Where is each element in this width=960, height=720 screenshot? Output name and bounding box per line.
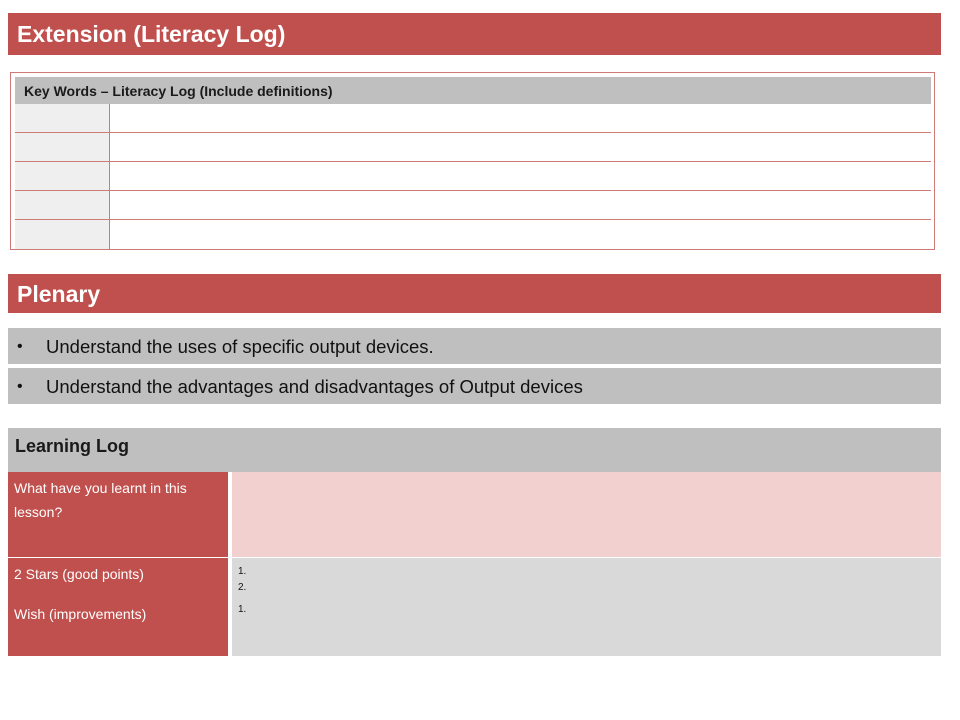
keyword-definition-cell[interactable]: [110, 133, 931, 161]
plenary-objective-text: Understand the advantages and disadvantages of Output devices: [46, 376, 583, 397]
keyword-row: [15, 191, 931, 220]
learning-log-title: Learning Log: [8, 428, 941, 473]
stars-item: 1.: [238, 566, 247, 577]
keyword-term-cell[interactable]: [15, 104, 110, 132]
keyword-definition-cell[interactable]: [110, 162, 931, 190]
bullet-icon: •: [17, 338, 23, 355]
plenary-title: Plenary: [8, 274, 941, 313]
plenary-objective: [8, 368, 941, 404]
keyword-definition-cell[interactable]: [110, 191, 931, 219]
keyword-definition-cell[interactable]: [110, 104, 931, 132]
wish-label: Wish (improvements): [8, 598, 228, 656]
keyword-row: [15, 133, 931, 162]
keywords-table: [10, 72, 935, 250]
keywords-header: Key Words – Literacy Log (Include definitions): [15, 77, 931, 104]
plenary-objective: [8, 328, 941, 364]
learnt-label: What have you learnt in this lesson?: [8, 472, 228, 557]
plenary-objective-text: Understand the uses of specific output devices.: [46, 336, 434, 357]
column-divider: [228, 472, 232, 656]
keyword-row: [15, 162, 931, 191]
extension-title: Extension (Literacy Log): [8, 13, 941, 55]
stars-item: 2.: [238, 582, 247, 593]
wish-input-cell[interactable]: [232, 598, 941, 656]
stars-label: 2 Stars (good points): [8, 558, 228, 598]
keyword-term-cell[interactable]: [15, 220, 110, 249]
keyword-row: [15, 104, 931, 133]
keyword-term-cell[interactable]: [15, 162, 110, 190]
keyword-term-cell[interactable]: [15, 133, 110, 161]
keyword-row: [15, 220, 931, 249]
keyword-definition-cell[interactable]: [110, 220, 931, 249]
wish-item: 1.: [238, 604, 247, 615]
learnt-input-cell[interactable]: [232, 472, 941, 557]
keywords-rows: [15, 104, 931, 247]
stars-input-cell[interactable]: [232, 558, 941, 598]
keyword-term-cell[interactable]: [15, 191, 110, 219]
bullet-icon: •: [17, 378, 23, 395]
